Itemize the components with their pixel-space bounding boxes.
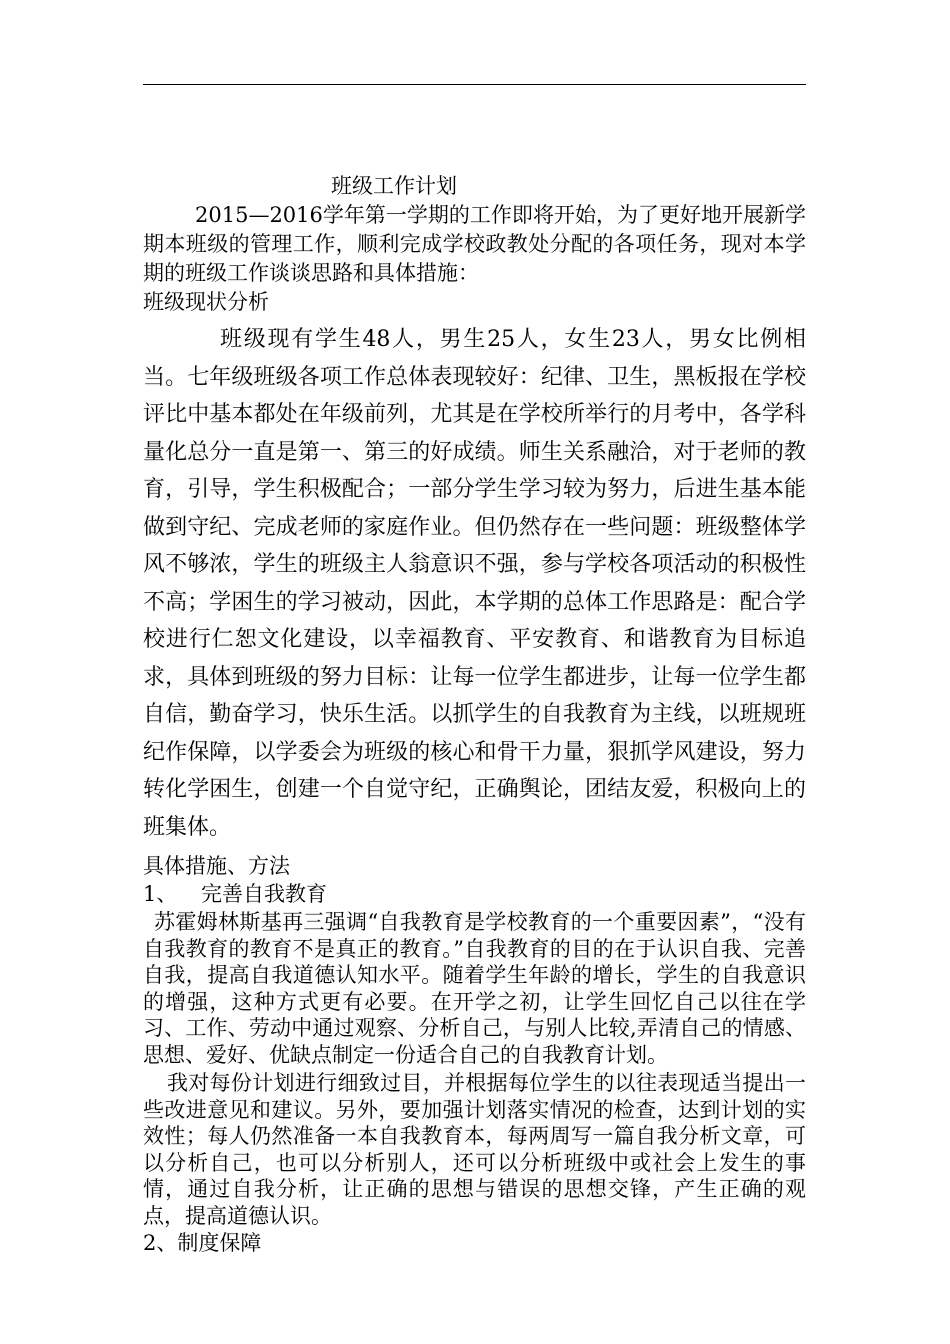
item-number: 1、 [143, 882, 178, 906]
document-title: 班级工作计划 [331, 174, 457, 198]
intro-paragraph: 2015—2016学年第一学期的工作即将开始，为了更好地开展新学期本班级的管理工作，顺利完成学校政教处分配的各项任务，现对本学期的班级工作谈谈思路和具体措施： [143, 203, 806, 285]
section-heading-status: 班级现状分析 [143, 290, 269, 314]
item-heading-self-education [143, 880, 806, 909]
document-body [143, 171, 806, 1257]
self-education-paragraph-1: 苏霍姆林斯基再三强调“自我教育是学校教育的一个重要因素”，“没有自我教育的教育不是真正的教育。”自我教育的目的在于认识自我、完善自我，提高自我道德认知水平。随着学生年龄的增长，学生的自我意识的增强，这种方式更有必要。在开学之初，让学生回忆自己以往在学习、工作、劳动中通过观察、分析自己，与别人比较,弄清自己的情感、思想、爱好、优缺点制定一份适合自己的自我教育计划。 [143, 910, 806, 1067]
header-rule [143, 84, 806, 85]
item-title: 完善自我教育 [201, 882, 327, 906]
item-heading-system: 2、制度保障 [143, 1231, 262, 1255]
section-heading-measures: 具体措施、方法 [143, 854, 290, 878]
self-education-paragraph-2: 我对每份计划进行细致过目，并根据每位学生的以往表现适当提出一些改进意见和建议。另外，要加强计划落实情况的检查，达到计划的实效性；每人仍然准备一本自我教育本，每两周写一篇自我分析文章，可以分析自己，也可以分析别人，还可以分析班级中或社会上发生的事情，通过自我分析，让正确的思想与错误的思想交锋，产生正确的观点，提高道德认识。 [143, 1071, 806, 1228]
status-analysis-paragraph: 班级现有学生48人，男生25人，女生23人，男女比例相当。七年级班级各项工作总体表现较好：纪律、卫生，黑板报在学校评比中基本都处在年级前列，尤其是在学校所举行的月考中，各学科量化总分一直是第一、第三的好成绩。师生关系融洽，对于老师的教育，引导，学生积极配合；一部分学生学习较为努力，后进生基本能做到守纪、完成老师的家庭作业。但仍然存在一些问题：班级整体学风不够浓，学生的班级主人翁意识不强，参与学校各项活动的积极性不高；学困生的学习被动，因此，本学期的总体工作思路是：配合学校进行仁恕文化建设，以幸福教育、平安教育、和谐教育为目标追求，具体到班级的努力目标：让每一位学生都进步，让每一位学生都自信，勤奋学习，快乐生活。以抓学生的自我教育为主线，以班规班纪作保障，以学委会为班级的核心和骨干力量，狠抓学风建设，努力转化学困生，创建一个自觉守纪，正确舆论，团结友爱，积极向上的班集体。 [143, 327, 806, 840]
